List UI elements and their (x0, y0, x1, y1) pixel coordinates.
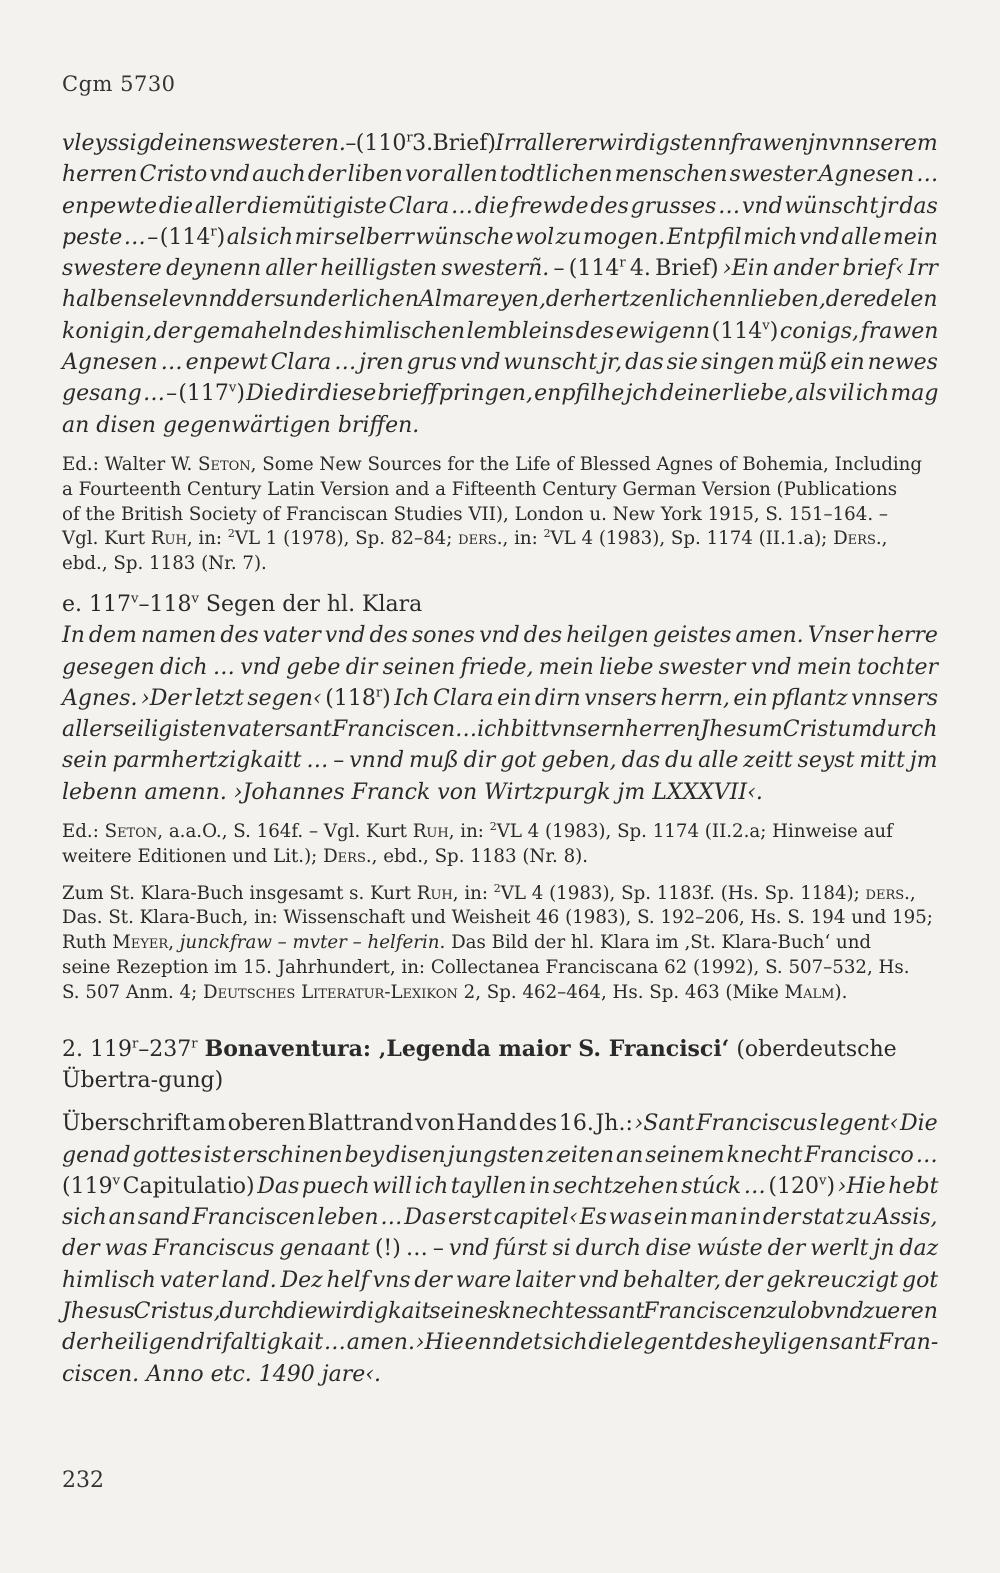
text-line: halben sele vnnd der sunderlichen Almareyen, der hertzenlichenn lieben, der edelen (62, 287, 938, 313)
klara-buch-note (62, 882, 938, 1006)
text-line: seine Rezeption im 15. Jahrhundert, in: Collectanea Franciscana 62 (1992), S. 507–532, Hs. (62, 957, 910, 979)
text-line: herren Cristo vnd auch der liben vor allen todtlichen menschen swester Agnesen … (62, 162, 939, 188)
text-line: Ruth Meyer, junckfraw – mvter – helferin. Das Bild der hl. Klara im ‚St. Klara-Buch‘ und (62, 932, 872, 954)
text-line: sich an sand Franciscen leben … Das erst capitel‹ Es was ein man in der stat zu Assis, (62, 1205, 938, 1231)
text-line: Das. St. Klara-Buch, in: Wissenschaft und Weisheit 46 (1983), S. 192–206, Hs. S. 194 und 195; (62, 907, 933, 929)
text-line: weitere Editionen und Lit.); Ders., ebd., Sp. 1183 (Nr. 8). (62, 845, 589, 867)
edition-note-c (62, 453, 938, 577)
text-line: swestere deynenn aller heilligsten swesterñ. – (114$^r$ 4. Brief) ›Ein ander brief‹ Irr (62, 255, 938, 282)
text-line: sein parmhertzigkaitt … – vnnd muß dir got geben, das du alle zeitt seyst mitt jm (62, 748, 938, 774)
text-line: 2. 119$^r$–237$^r$ Bonaventura: ‚Legenda maior S. Francisci‘ (oberdeutsche Übertra- (62, 1035, 897, 1093)
text-line: Vgl. Kurt Ruh, in: $^2$VL 1 (1978), Sp. 82–84; ders., in: $^2$VL 4 (1983), Sp. 1174 (II.1.a); Ders., (62, 527, 888, 550)
text-line: aller seiligisten vater sant Franciscen … ich bitt vnsern herren Jhesum Cristum durch (62, 717, 938, 743)
text-line: Agnes. ›Der letzt segen‹ (118$^r$) Ich Clara ein dirn vnsers herrn, ein pflantz vnnsers (62, 685, 939, 711)
text-line: peste … – (114$^r$) als ich mir selberr wünsche wol zu mogen. Entpfil mich vnd alle mein (62, 224, 938, 250)
edition-note-e (62, 820, 938, 870)
text-line: an disen gegenwärtigen briffen. (62, 412, 420, 438)
running-header: Cgm 5730 (62, 72, 176, 96)
text-line: In dem namen des vater vnd des sones vnd des heilgen geistes amen. Vnser herre (62, 623, 938, 649)
legenda-text (62, 1108, 938, 1390)
text-line: gung) (158, 1067, 224, 1093)
text-line: a Fourteenth Century Latin Version and a Fifteenth Century German Version (Publications (62, 478, 898, 500)
text-line: ciscen. Anno etc. 1490 jare‹. (62, 1361, 382, 1387)
page-number: 232 (62, 1468, 104, 1493)
text-line: of the British Society of Franciscan Studies VII), London u. New York 1915, S. 151–164. – (62, 503, 888, 525)
text-line: enpewte die aller diemütigiste Clara … die frewde des grusses … vnd wünscht jr das (62, 193, 938, 219)
text-line: vleyssig deinen swesteren. – (110$^r$ 3. Brief) Irr aller erwirdigstenn frawen jn vnnserem (62, 130, 938, 156)
text-line: Agnesen … enpewt Clara … jren grus vnd wunscht jr, das sie singen müß ein newes (62, 350, 938, 376)
page-content (62, 128, 938, 1390)
section-e-heading (62, 589, 938, 620)
text-line: genad gottes ist erschinen bey disen jungsten zeiten an seinem knecht Francisco … (62, 1142, 938, 1168)
text-line: S. 507 Anm. 4; Deutsches Literatur-Lexikon 2, Sp. 462–464, Hs. Sp. 463 (Mike Malm). (62, 981, 848, 1003)
text-line: Ed.: Seton, a.a.O., S. 164f. – Vgl. Kurt Ruh, in: $^2$VL 4 (1983), Sp. 1174 (II.2.a; Hinweise auf (62, 819, 893, 843)
text-line: himlisch vater land. Dez helf vns der ware laiter vnd behalter, der gekreuczigt got (62, 1267, 939, 1293)
text-line: der was Franciscus genaant (!) … – vnd fúrst si durch dise wúste der werlt jn daz (62, 1236, 939, 1262)
text-line: e. 117$^v$–118$^v$ Segen der hl. Klara (62, 591, 423, 617)
text-line: gesang … – (117$^v$) Die dir diese brieff pringen, enpfilhe jch deiner liebe, als vil ich mag (62, 381, 939, 407)
letter-text (62, 128, 938, 441)
text-line: ebd., Sp. 1183 (Nr. 7). (62, 553, 267, 575)
text-line: Überschrift am oberen Blattrand von Hand des 16. Jh.: ›Sant Franciscus legent‹ Die (62, 1111, 938, 1137)
text-line: Ed.: Walter W. Seton, Some New Sources for the Life of Blessed Agnes of Bohemia, Including (62, 453, 923, 475)
text-line: konigin, der gemaheln des himlischen lembleins des ewigenn (114$^v$) conigs, frawen (62, 318, 939, 344)
text-line: der heiligen drifaltigkait … amen. ›Hie enndet sich die legent des heyligen sant Fran- (62, 1330, 939, 1356)
text-line: Jhesus Cristus, durch die wirdigkait seines knechtes sant Franciscen zu lob vnd zu eren (62, 1298, 938, 1324)
blessing-text (62, 620, 938, 808)
text-line: gesegen dich … vnd gebe dir seinen friede, mein liebe swester vnd mein tochter (62, 654, 939, 680)
section-2-heading (62, 1034, 938, 1097)
text-line: lebenn amenn. ›Johannes Franck von Wirtzpurgk jm LXXXVII‹. (62, 779, 763, 805)
text-line: (119$^v$ Capitulatio) Das puech will ich tayllen in sechtzehen stúck … (120$^v$) ›Hie hebt (62, 1173, 939, 1199)
text-line: Zum St. Klara-Buch insgesamt s. Kurt Ruh, in: $^2$VL 4 (1983), Sp. 1183f. (Hs. Sp. 1184); ders., (62, 881, 916, 904)
